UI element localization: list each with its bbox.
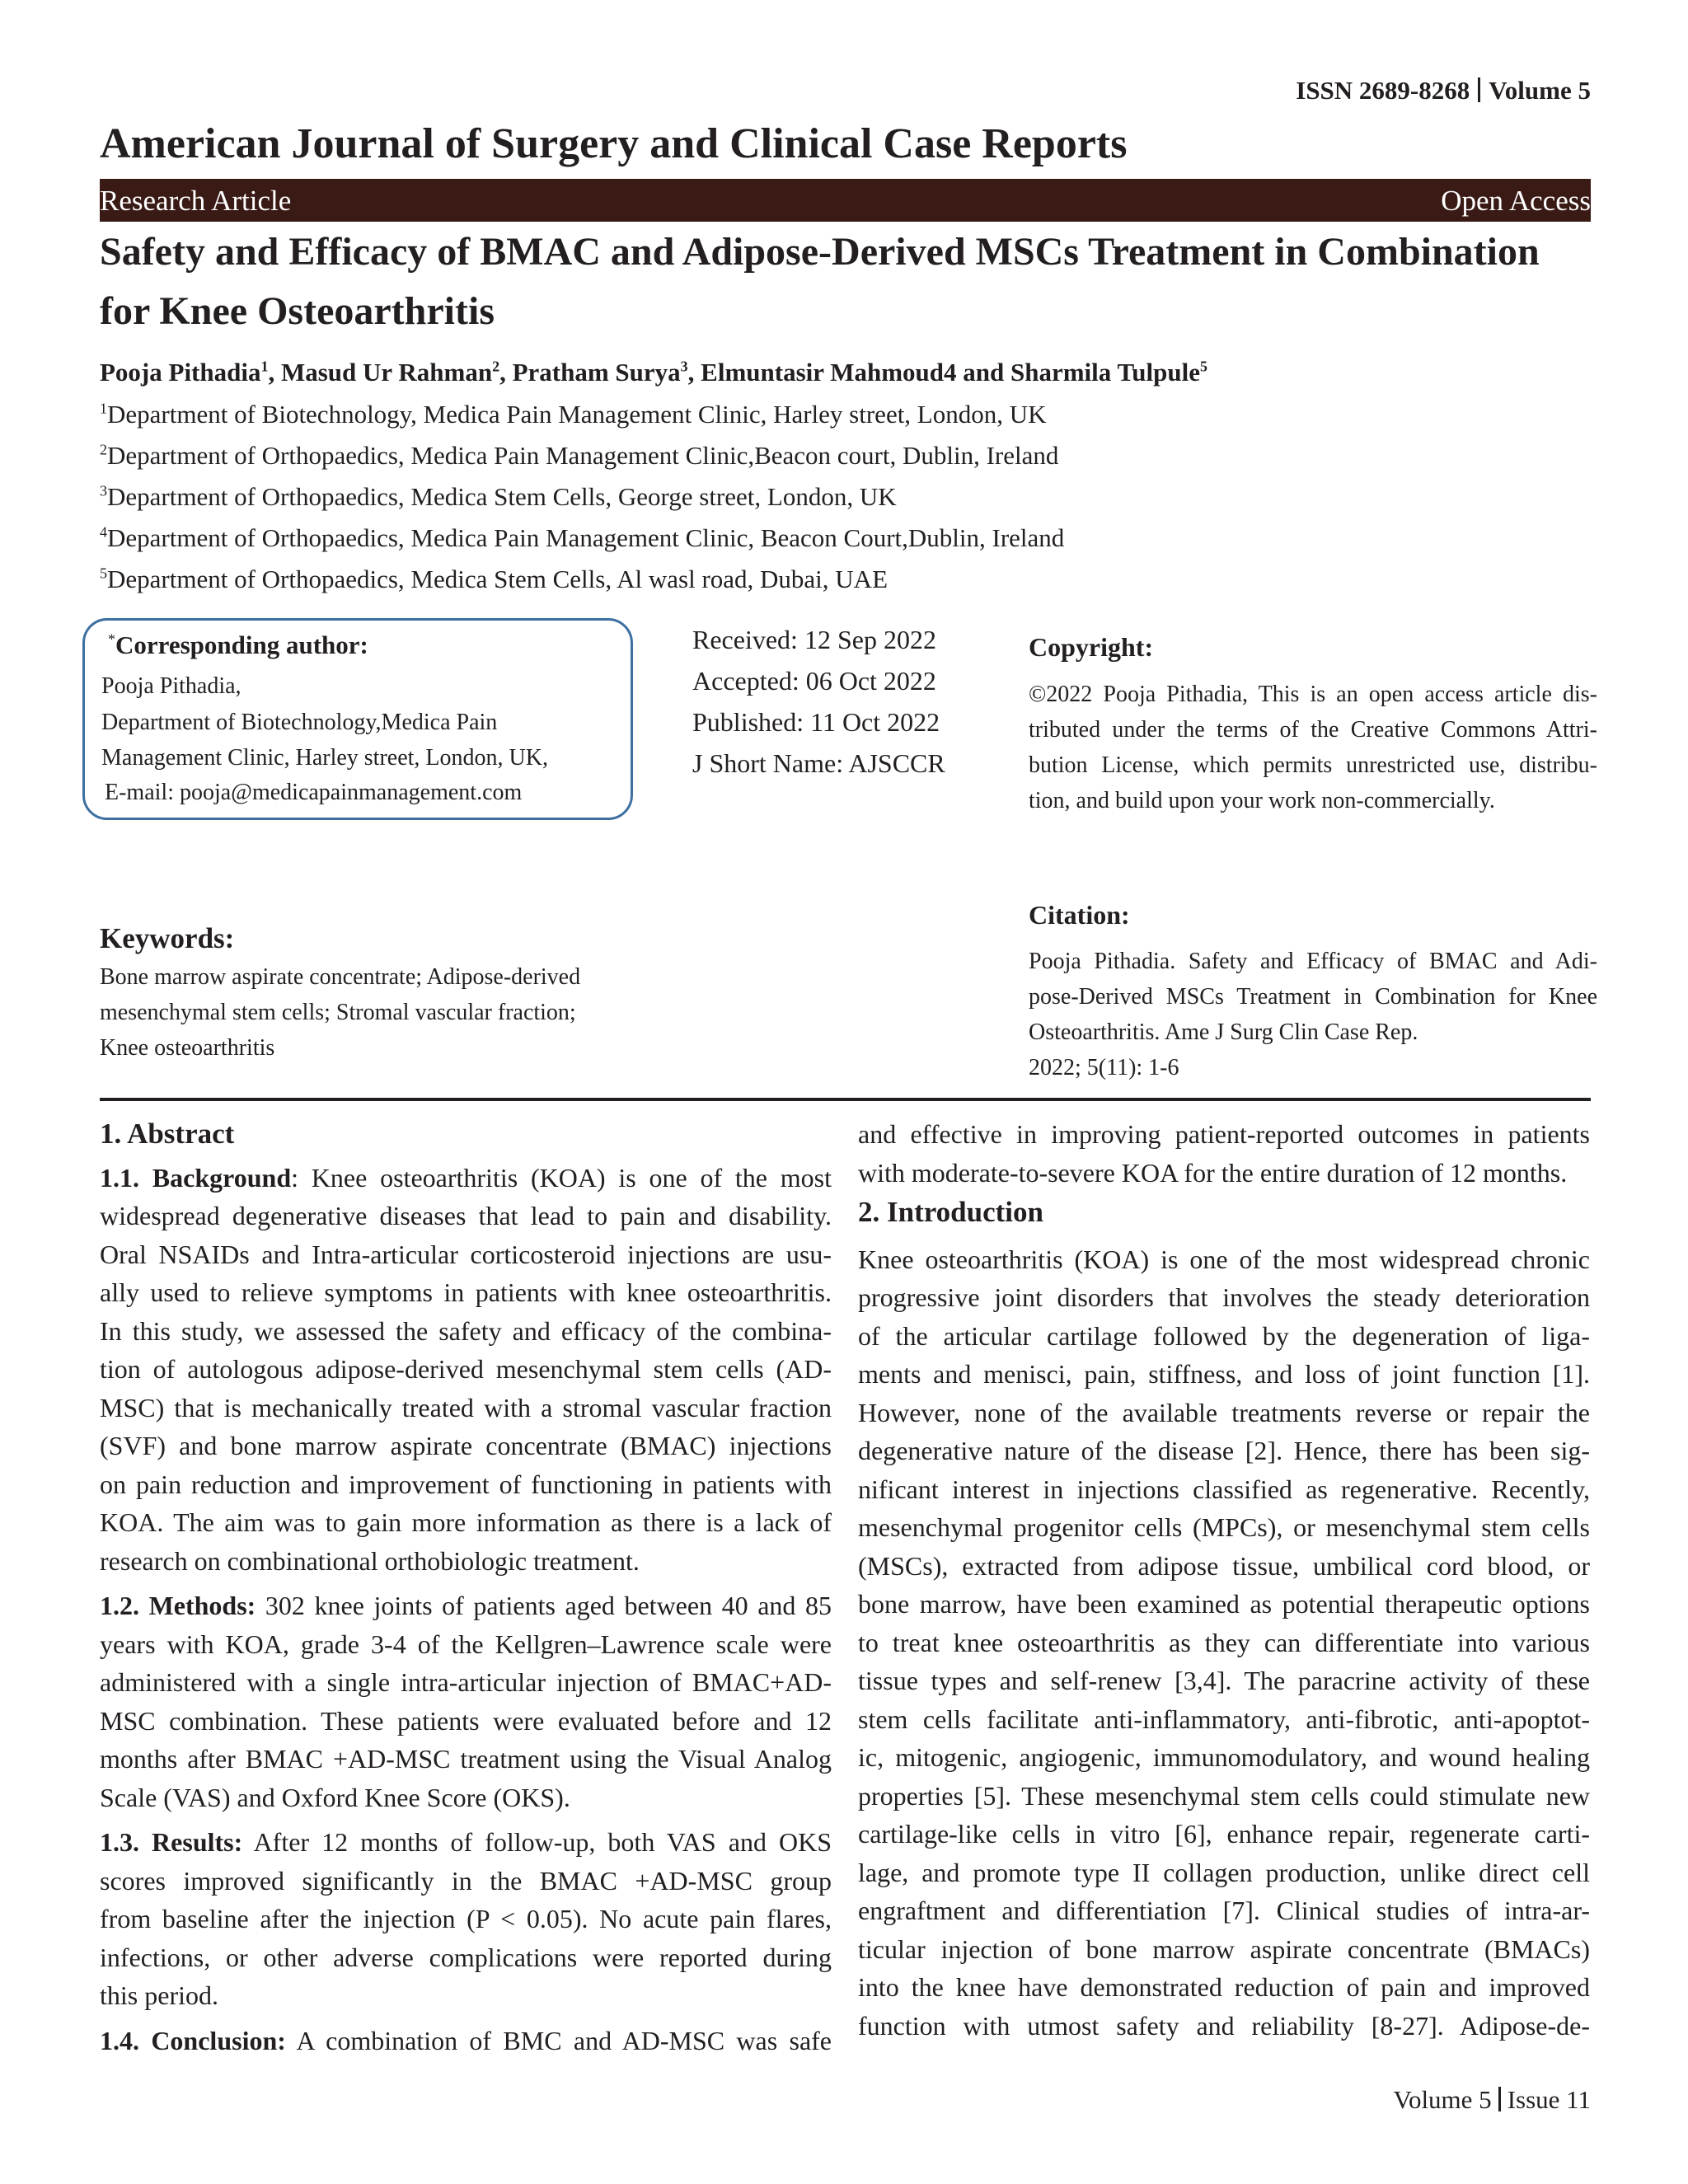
introduction-body [858,1240,1590,2046]
text-line: into the knee have demonstrated reduction of pain and improved [858,1972,1590,2002]
divider [1498,2087,1501,2111]
corresponding-author-name: Pooja Pithadia, [101,673,241,699]
published-date: Published: 11 Oct 2022 [692,707,940,737]
copyright-line: ©2022 Pooja Pithadia, This is an open access article dis- [1029,682,1597,707]
text-line: ments and menisci, pain, stiffness, and loss of joint function [1]. [858,1359,1590,1389]
text-line: After 12 months of follow-up, both VAS and OKS [242,1827,832,1857]
text-line: ally used to relieve symptoms in patients with knee osteoarthritis. [100,1277,832,1307]
asterisk: * [108,630,115,648]
abstract-results [100,1823,832,2015]
text-line: bone marrow, have been examined as potential therapeutic options [858,1589,1590,1619]
text-line: widespread degenerative diseases that lead to pain and disability. [100,1201,832,1230]
affiliation-number: 5 [100,565,107,582]
text-line: and effective in improving patient-reported outcomes in patients [858,1119,1590,1149]
affiliation-1 [100,400,1047,429]
received-date: Received: 12 Sep 2022 [692,625,936,654]
affiliation-number: 4 [100,523,107,541]
issn: ISSN 2689-8268 [1296,76,1470,105]
divider [1478,77,1480,102]
text-line: from baseline after the injection (P < 0.05). No acute pain flares, [100,1904,832,1933]
author-separator: , [499,358,513,387]
citation-line: 2022; 5(11): 1-6 [1029,1055,1179,1080]
text-line: function with utmost safety and reliability [8-27]. Adipose-de- [858,2010,1590,2041]
text-line: lage, and promote type II collagen production, unlike direct cell [858,1857,1590,1887]
text-line: on pain reduction and improvement of functioning in patients with [100,1469,832,1499]
text-line: ticular injection of bone marrow aspirate concentrate (BMACs) [858,1933,1590,1964]
author-name: Elmuntasir Mahmoud4 and Sharmila Tulpule [701,358,1201,387]
keywords-text [100,959,580,1066]
citation-line: Pooja Pithadia. Safety and Efficacy of BMAC and Adi- [1029,949,1597,974]
text-line: infections, or other adverse complications were reported during [100,1942,832,1972]
background-label: 1.1. Background [100,1162,292,1193]
affiliation-text: Department of Biotechnology, Medica Pain Management Clinic, Harley street, London, UK [107,400,1047,429]
text-line: stem cells facilitate anti-inflammatory, anti-fibrotic, anti-apoptot- [858,1704,1590,1734]
text-line: In this study, we assessed the safety and efficacy of the combina- [100,1315,832,1346]
footer-issue: Issue 11 [1507,2085,1591,2114]
heading-text: Corresponding author: [115,630,368,659]
author-affiliation-number: 5 [1200,358,1208,375]
accepted-date: Accepted: 06 Oct 2022 [692,666,936,696]
corresponding-author-dept: Department of Biotechnology,Medica Pain [101,710,498,735]
corresponding-author-address: Management Clinic, Harley street, London, UK, [101,745,548,771]
author-name: Masud Ur Rahman [280,358,493,387]
text-line: 302 knee joints of patients aged between 40 and 85 [256,1591,832,1620]
text-line: Scale (VAS) and Oxford Knee Score (OKS). [100,1782,570,1812]
article-title-line-2: for Knee Osteoarthritis [100,289,495,333]
text-line: tissue types and self-renew [3,4]. The paracrine activity of these [858,1666,1590,1695]
article-type: Research Article [100,185,292,217]
affiliation-4 [100,523,1064,553]
citation-line: pose-Derived MSCs Treatment in Combination for Knee [1029,984,1597,1010]
citation-text [1029,944,1597,1085]
left-column [100,1115,832,2060]
journal-short-name: J Short Name: AJSCCR [692,748,945,778]
abstract-methods [100,1586,832,1816]
copyright-heading: Copyright: [1029,632,1154,662]
article-type-bar [100,179,1591,222]
text-line: properties [5]. These mesenchymal stem cells could stimulate new [858,1780,1590,1811]
text-line: Knee osteoarthritis (KOA) is one of the most widespread chronic [858,1244,1590,1274]
text-line: administered with a single intra-articular injection of BMAC+AD- [100,1667,832,1697]
citation-line: Osteoarthritis. Ame J Surg Clin Case Rep. [1029,1019,1418,1045]
abstract-heading: 1. Abstract [100,1118,235,1150]
abstract-background [100,1159,832,1581]
corresponding-author-email[interactable]: E-mail: pooja@medicapainmanagement.com [105,780,523,805]
affiliation-3 [100,482,897,512]
text-line: this period. [100,1980,218,2010]
page-footer [1394,2085,1591,2115]
affiliation-number: 1 [100,400,107,417]
text-line: with moderate-to-severe KOA for the entire duration of 12 months. [858,1157,1568,1188]
copyright-line: tion, and build upon your work non-commercially. [1029,788,1495,813]
affiliation-5 [100,565,888,594]
author-affiliation-number: 3 [680,358,688,375]
copyright-line: tributed under the terms of the Creative Commons Attri- [1029,717,1597,743]
footer-volume: Volume 5 [1393,2085,1492,2114]
text-line: A combination of BMC and AD-MSC was safe [285,2025,832,2055]
affiliation-2 [100,441,1058,471]
keywords-heading: Keywords: [100,922,235,954]
affiliation-number: 2 [100,441,107,458]
journal-title: American Journal of Surgery and Clinical Case Reports [100,120,1128,167]
text-line: research on combinational orthobiologic treatment. [100,1545,640,1576]
author-affiliation-number: 1 [260,358,269,375]
text-line: (MSCs), extracted from adipose tissue, umbilical cord blood, or [858,1550,1590,1581]
open-access-label: Open Access [1441,185,1591,217]
text-line: ic, mitogenic, angiogenic, immunomodulatory, and wound healing [858,1742,1590,1772]
author-list [100,358,1207,387]
affiliation-number: 3 [100,482,107,499]
text-line: However, none of the available treatments reverse or repair the [858,1397,1590,1427]
right-column [858,1115,1590,2045]
article-title-line-1: Safety and Efficacy of BMAC and Adipose-Derived MSCs Treatment in Combination [100,230,1540,274]
text-line: (SVF) and bone marrow aspirate concentrate (BMAC) injections [100,1431,832,1460]
text-line: MSC) that is mechanically treated with a stromal vascular fraction [100,1392,832,1422]
results-label: 1.3. Results: [100,1827,243,1857]
text-line: scores improved significantly in the BMAC +AD-MSC group [100,1865,832,1896]
abstract-conclusion [100,2022,832,2060]
text-line: Oral NSAIDs and Intra-articular corticosteroid injections are usu- [100,1239,832,1269]
author-affiliation-number: 2 [492,358,500,375]
text-line: to treat knee osteoarthritis as they can differentiate into various [858,1627,1590,1657]
text-line: nificant interest in injections classified as regenerative. Recently, [858,1474,1590,1504]
keywords-line: mesenchymal stem cells; Stromal vascular fraction; [100,1000,576,1025]
issn-volume-header [1296,76,1591,105]
copyright-text [1029,677,1597,818]
text-line: degenerative nature of the disease [2]. Hence, there has been sig- [858,1436,1590,1465]
text-line: cartilage-like cells in vitro [6], enhance repair, regenerate carti- [858,1819,1590,1849]
affiliation-text: Department of Orthopaedics, Medica Pain Management Clinic,Beacon court, Dublin, Ireland [107,441,1059,470]
citation-heading: Citation: [1029,900,1130,930]
author-name: Pooja Pithadia [100,358,261,387]
author-name: Pratham Surya [512,358,681,387]
author-separator: , [268,358,281,387]
section-divider [100,1098,1591,1101]
text-line: of the articular cartilage followed by the degeneration of liga- [858,1320,1590,1351]
author-separator: , [687,358,701,387]
text-line: years with KOA, grade 3-4 of the Kellgren–Lawrence scale were [100,1629,832,1659]
keywords-line: Bone marrow aspirate concentrate; Adipose-derived [100,964,581,990]
copyright-line: bution License, which permits unrestricted use, distribu- [1029,752,1597,778]
volume: Volume 5 [1489,76,1591,105]
article-title [100,223,1591,341]
text-line: progressive joint disorders that involves the steady deterioration [858,1282,1590,1312]
affiliation-text: Department of Orthopaedics, Medica Pain Management Clinic, Beacon Court,Dublin, Ireland [107,523,1065,552]
text-line: months after BMAC +AD-MSC treatment using the Visual Analog [100,1744,832,1774]
keywords-line: Knee osteoarthritis [100,1035,275,1061]
text-line: MSC combination. These patients were evaluated before and 12 [100,1705,832,1736]
text-line: : Knee osteoarthritis (KOA) is one of the most [291,1162,832,1193]
text-line: tion of autologous adipose-derived mesenchymal stem cells (AD- [100,1354,832,1384]
corresponding-author-heading [108,630,368,660]
introduction-heading: 2. Introduction [858,1196,1043,1228]
affiliation-text: Department of Orthopaedics, Medica Stem Cells, Al wasl road, Dubai, UAE [107,565,888,593]
text-line: mesenchymal progenitor cells (MPCs), or mesenchymal stem cells [858,1512,1590,1542]
text-line: KOA. The aim was to gain more information as there is a lack of [100,1507,832,1537]
affiliation-text: Department of Orthopaedics, Medica Stem Cells, George street, London, UK [107,482,897,511]
text-line: engraftment and differentiation [7]. Clinical studies of intra-ar- [858,1896,1590,1925]
methods-label: 1.2. Methods: [100,1591,256,1620]
conclusion-label: 1.4. Conclusion: [100,2025,286,2055]
